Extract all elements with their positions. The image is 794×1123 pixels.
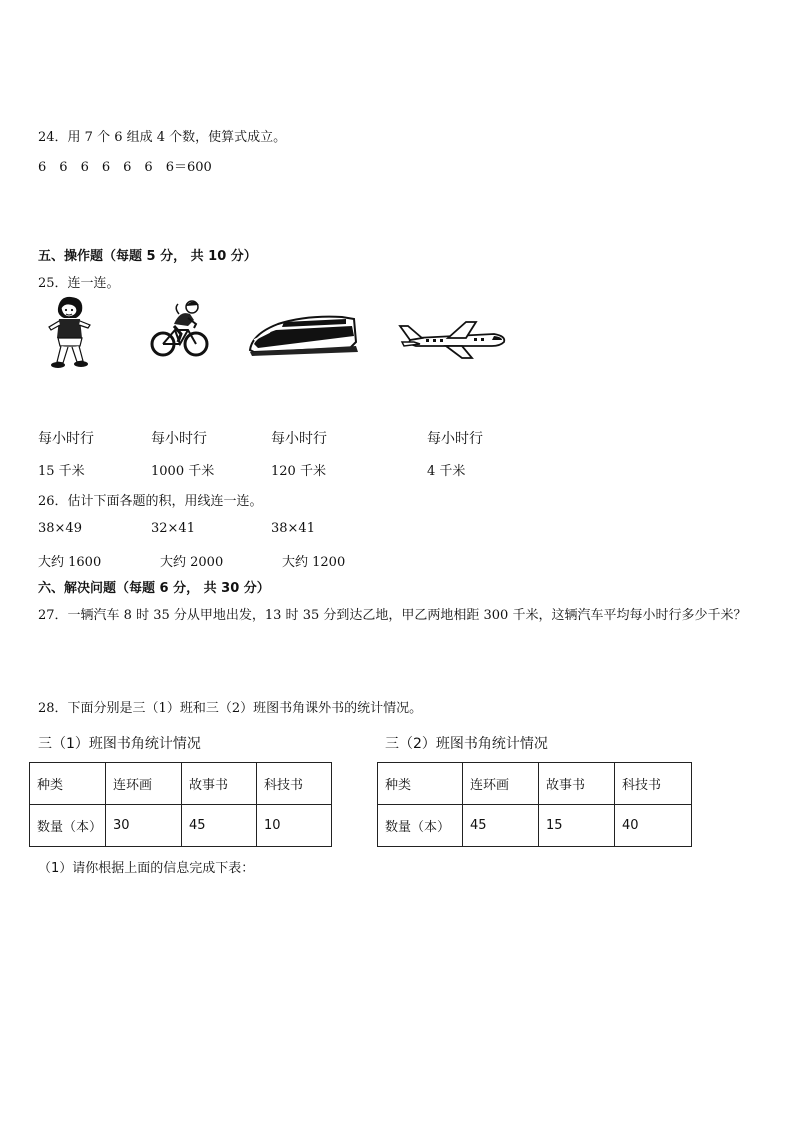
table-cell: 10 bbox=[257, 805, 332, 847]
table-row bbox=[378, 805, 692, 847]
table-header-cell: 种类 bbox=[30, 763, 106, 805]
table-cell: 45 bbox=[182, 805, 257, 847]
q24-number: 6 bbox=[59, 160, 68, 175]
speed-value: 15 千米 bbox=[38, 464, 85, 479]
person-walking-icon bbox=[44, 294, 96, 374]
speed-prefix: 每小时行 bbox=[151, 431, 207, 447]
q24-number: 6 bbox=[38, 160, 47, 175]
table-cell: 数量（本） bbox=[378, 805, 463, 847]
table-header-row bbox=[378, 763, 692, 805]
table-header-cell: 科技书 bbox=[257, 763, 332, 805]
speed-prefix: 每小时行 bbox=[427, 431, 483, 447]
q24-number: 6 bbox=[80, 160, 89, 175]
section5-heading: 五、操作题（每题 5 分， 共 10 分） bbox=[38, 249, 257, 264]
speed-value: 120 千米 bbox=[271, 464, 326, 479]
table-header-cell: 故事书 bbox=[539, 763, 615, 805]
speed-value: 1000 千米 bbox=[151, 464, 215, 479]
table2-title: 三（2）班图书角统计情况 bbox=[385, 736, 548, 752]
q25-text: 25．连一连。 bbox=[38, 276, 120, 291]
product: 38×49 bbox=[38, 521, 82, 536]
table-cell: 数量（本） bbox=[30, 805, 106, 847]
airplane-icon bbox=[396, 318, 508, 360]
speed-prefix: 每小时行 bbox=[271, 431, 327, 447]
estimate: 大约 2000 bbox=[160, 555, 224, 570]
table-cell: 40 bbox=[615, 805, 692, 847]
table-header-cell: 种类 bbox=[378, 763, 463, 805]
q24-text: 24．用 7 个 6 组成 4 个数，使算式成立。 bbox=[38, 130, 287, 145]
table-row bbox=[30, 805, 332, 847]
table-header-cell: 科技书 bbox=[615, 763, 692, 805]
section6-heading: 六、解决问题（每题 6 分， 共 30 分） bbox=[38, 581, 270, 596]
q27-text: 27．一辆汽车 8 时 35 分从甲地出发，13 时 35 分到达乙地，甲乙两地相距 300 千米，这辆汽车平均每小时行多少千米？ bbox=[38, 608, 747, 623]
product: 32×41 bbox=[151, 521, 195, 536]
q24-number: 6 bbox=[123, 160, 132, 175]
speed-value: 4 千米 bbox=[427, 464, 466, 479]
q28-subquestion-1: （1）请你根据上面的信息完成下表： bbox=[38, 861, 255, 876]
q26-text: 26．估计下面各题的积，用线连一连。 bbox=[38, 494, 263, 509]
table1-title: 三（1）班图书角统计情况 bbox=[38, 736, 201, 752]
table-cell: 30 bbox=[106, 805, 182, 847]
table-header-cell: 故事书 bbox=[182, 763, 257, 805]
q24-number: 6 bbox=[101, 160, 111, 175]
q24-number: 6 bbox=[144, 160, 153, 175]
table-cell: 45 bbox=[463, 805, 539, 847]
q24-numbers bbox=[38, 156, 212, 175]
table-header-row bbox=[30, 763, 332, 805]
cyclist-icon bbox=[150, 298, 210, 360]
table-cell: 15 bbox=[539, 805, 615, 847]
speed-prefix: 每小时行 bbox=[38, 431, 94, 447]
estimate: 大约 1200 bbox=[282, 555, 346, 570]
stats-table-class2 bbox=[377, 762, 692, 847]
train-icon bbox=[246, 310, 360, 358]
q24-number: 6＝600 bbox=[165, 160, 212, 175]
stats-table-class1 bbox=[29, 762, 332, 847]
table-header-cell: 连环画 bbox=[463, 763, 539, 805]
q28-text: 28．下面分别是三（1）班和三（2）班图书角课外书的统计情况。 bbox=[38, 701, 423, 716]
table-header-cell: 连环画 bbox=[106, 763, 182, 805]
estimate: 大约 1600 bbox=[38, 555, 102, 570]
product: 38×41 bbox=[271, 521, 315, 536]
